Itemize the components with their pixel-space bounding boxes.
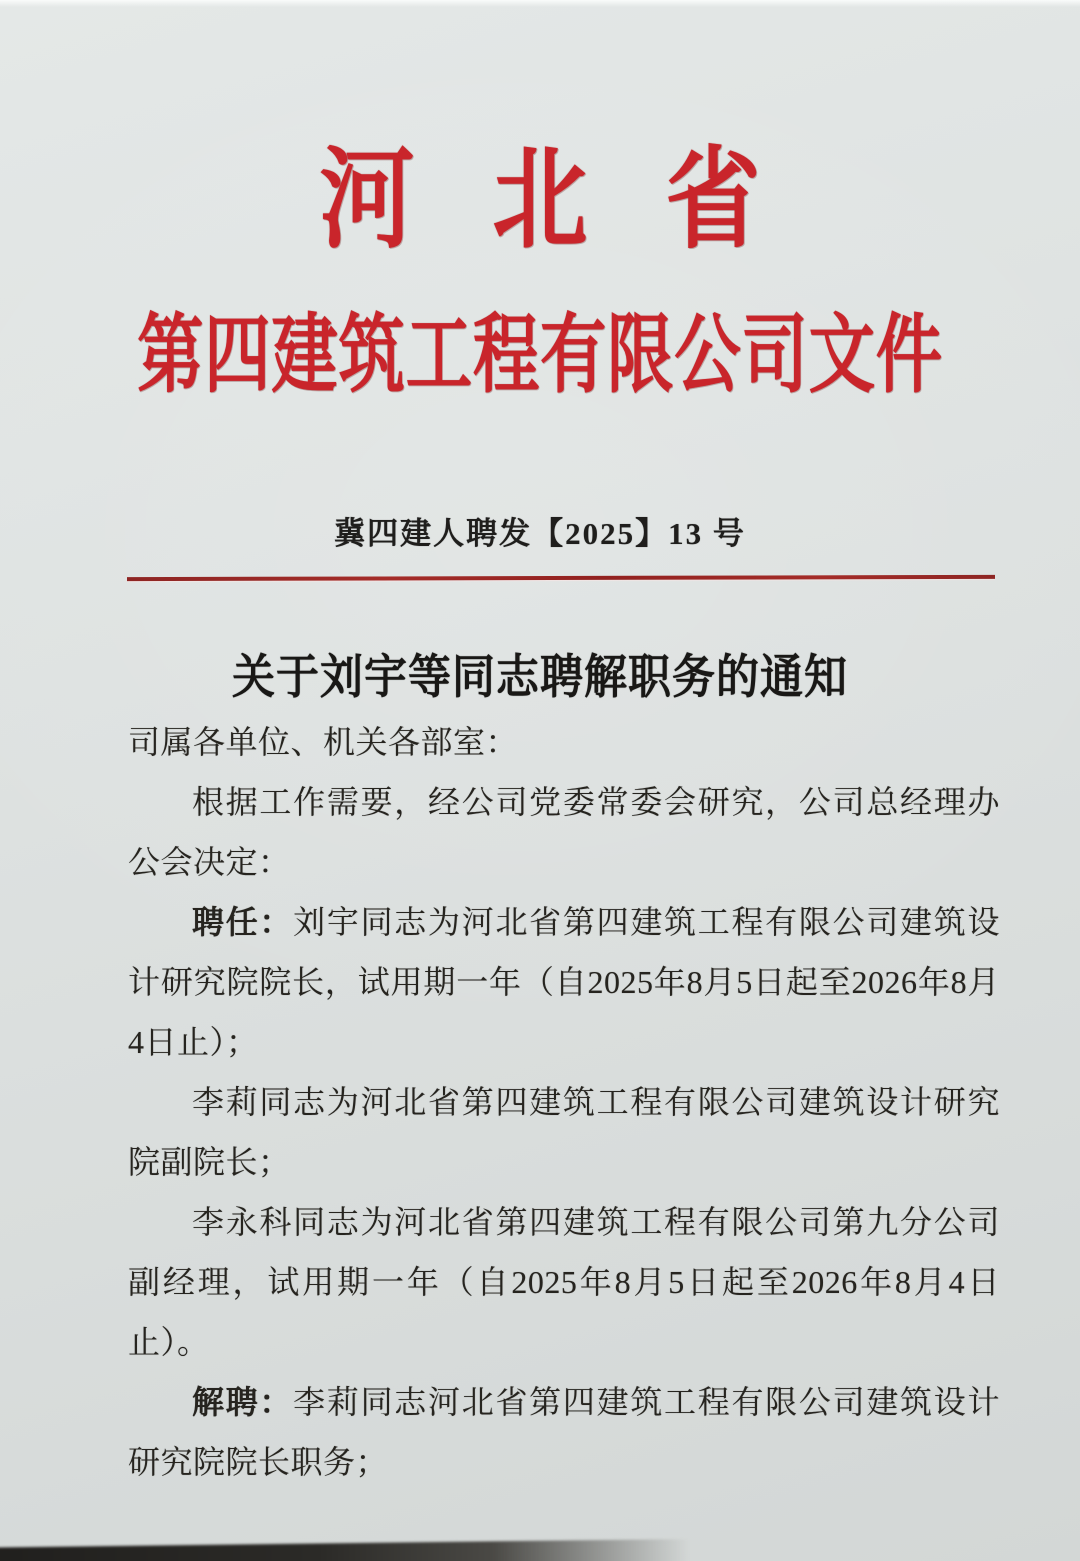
notice-title: 关于刘宇等同志聘解职务的通知 (232, 652, 848, 704)
paragraph-text: 根据工作需要，经公司党委常委会研究，公司总经理办公会决定： (128, 784, 1000, 880)
paragraph-text: 李莉同志河北省第四建筑工程有限公司建筑设计研究院院长职务； (128, 1384, 1000, 1480)
paragraph-text: 李莉同志为河北省第四建筑工程有限公司建筑设计研究院副院长； (128, 1084, 1000, 1180)
paragraph-appointment-liyongke (128, 1192, 1000, 1372)
paragraph-appointment-lili (128, 1072, 1000, 1192)
paragraph-text: 李永科同志为河北省第四建筑工程有限公司第九分公司副经理，试用期一年（自2025年8月5日起至2026年8月4日止）。 (128, 1204, 1000, 1360)
red-separator-rule (127, 575, 995, 581)
letterhead-region-title: 河北省 (319, 138, 839, 262)
document-body (128, 712, 1000, 1492)
photo-top-edge (0, 0, 1080, 7)
paragraph-text: 刘宇同志为河北省第四建筑工程有限公司建筑设计研究院院长，试用期一年（自2025年8月5日起至2026年8月4日止）； (128, 904, 1000, 1060)
letterhead-org-title: 第四建筑工程有限公司文件 (137, 308, 943, 404)
paragraph-appointment-liuyu (128, 892, 1000, 1072)
appointment-label: 聘任： (192, 904, 294, 940)
paragraph-dismissal (128, 1372, 1000, 1492)
salutation: 司属各单位、机关各部室： (128, 724, 519, 760)
paragraph-decision (128, 772, 1000, 892)
photo-bottom-edge-shadow (0, 1538, 736, 1561)
dismissal-label: 解聘： (192, 1384, 294, 1420)
doc-number: 冀四建人聘发【2025】13 号 (334, 516, 746, 551)
